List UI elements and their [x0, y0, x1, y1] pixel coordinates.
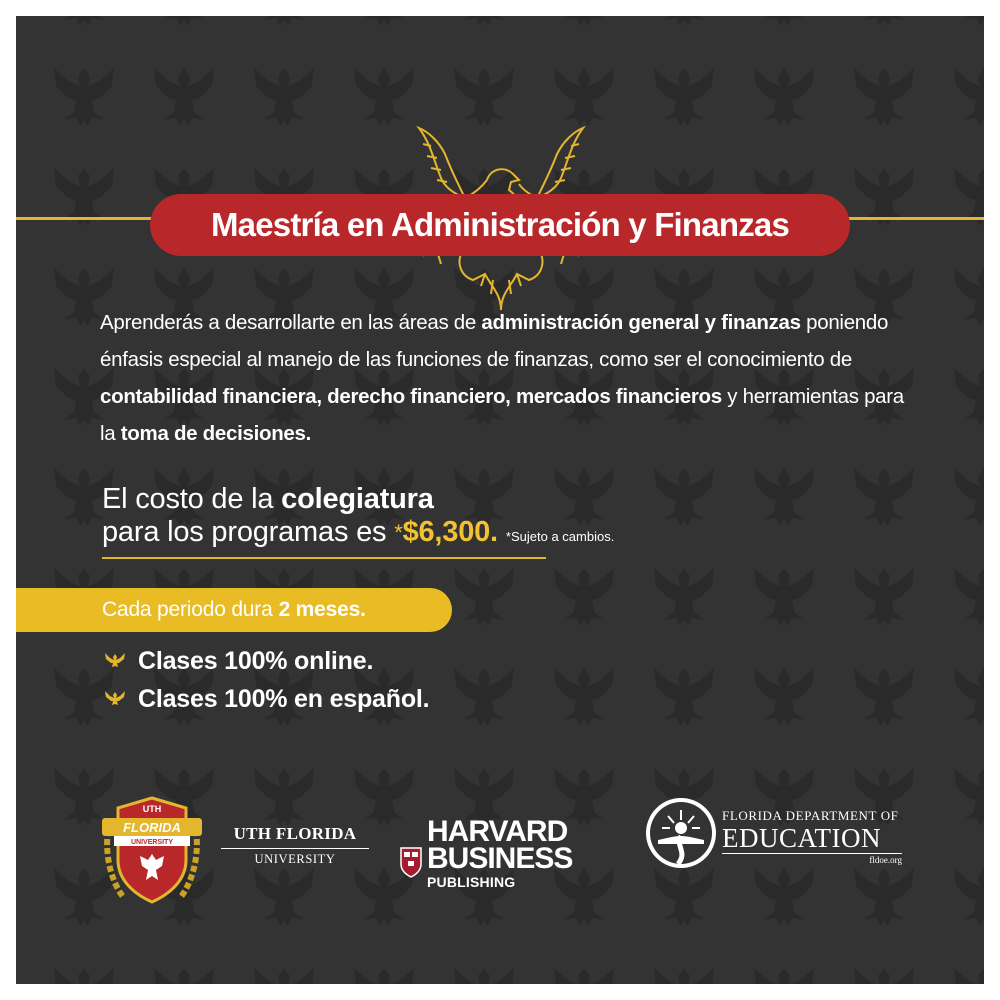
cost-line-2-text: para los programas es	[102, 516, 395, 548]
program-title: Maestría en Administración y Finanzas	[150, 194, 850, 256]
feature-list	[104, 642, 429, 718]
cost-line-1-text: El costo de la	[102, 483, 282, 515]
cost-line-1	[102, 483, 742, 516]
fldoe-line2: EDUCATION	[722, 823, 881, 853]
partner-logos	[16, 776, 984, 936]
uth-crest-band1: FLORIDA	[123, 820, 181, 835]
uth-florida-logo	[221, 824, 369, 867]
harvard-business-publishing-logo	[399, 815, 609, 898]
fldoe-line1: FLORIDA DEPARTMENT OF	[722, 808, 899, 823]
period-duration: 2 meses.	[278, 598, 366, 621]
promo-card	[16, 16, 984, 984]
fldoe-seal-icon	[644, 796, 718, 870]
desc-text-3: y herramientas para la	[100, 385, 904, 445]
eagle-bullet-icon	[104, 651, 126, 671]
uth-name-line1: UTH FLORIDA	[233, 824, 357, 843]
harvard-line2: BUSINESS	[427, 842, 573, 875]
list-item	[104, 642, 429, 680]
desc-bold-1: administración general y finanzas	[481, 311, 801, 334]
title-line-left	[16, 217, 166, 220]
title-line-right	[834, 217, 984, 220]
harvard-shield-icon	[399, 846, 423, 878]
cost-line-1-bold: colegiatura	[281, 483, 434, 515]
uth-name-rule	[221, 848, 369, 849]
uth-crest-top: UTH	[142, 804, 162, 814]
price-note: *Sujeto a cambios.	[505, 529, 615, 544]
desc-bold-3: toma de decisiones.	[120, 422, 312, 445]
bullet-text-online: Clases 100% online.	[138, 646, 374, 675]
price-asterisk: *	[394, 520, 403, 545]
florida-doe-logo	[722, 808, 922, 865]
desc-text-1: Aprenderás a desarrollarte en las áreas de	[100, 311, 482, 334]
program-description	[100, 304, 920, 452]
tuition-cost	[102, 483, 742, 553]
desc-bold-2: contabilidad financiera, derecho financiero, mercados financieros	[100, 385, 722, 408]
fldoe-line3: fldoe.org	[869, 855, 902, 865]
list-item	[104, 680, 429, 718]
uth-crest-icon	[94, 790, 210, 910]
uth-crest-band2: UNIVERSITY	[130, 839, 174, 846]
price-value: $6,300.	[402, 516, 498, 548]
bullet-text-spanish: Clases 100% en español.	[138, 684, 430, 713]
uth-name-line2: UNIVERSITY	[254, 852, 336, 866]
cost-underline	[102, 557, 546, 559]
period-text: Cada periodo dura	[102, 598, 273, 621]
harvard-line3: PUBLISHING	[427, 874, 516, 890]
cost-line-2	[102, 516, 742, 553]
eagle-bullet-icon	[104, 689, 126, 709]
desc-text-2: poniendo énfasis especial al manejo de las funciones de finanzas, como ser el conocimiento de	[100, 311, 889, 371]
period-banner	[16, 588, 452, 632]
harvard-line1: HARVARD	[427, 815, 568, 848]
fldoe-rule	[722, 853, 902, 854]
